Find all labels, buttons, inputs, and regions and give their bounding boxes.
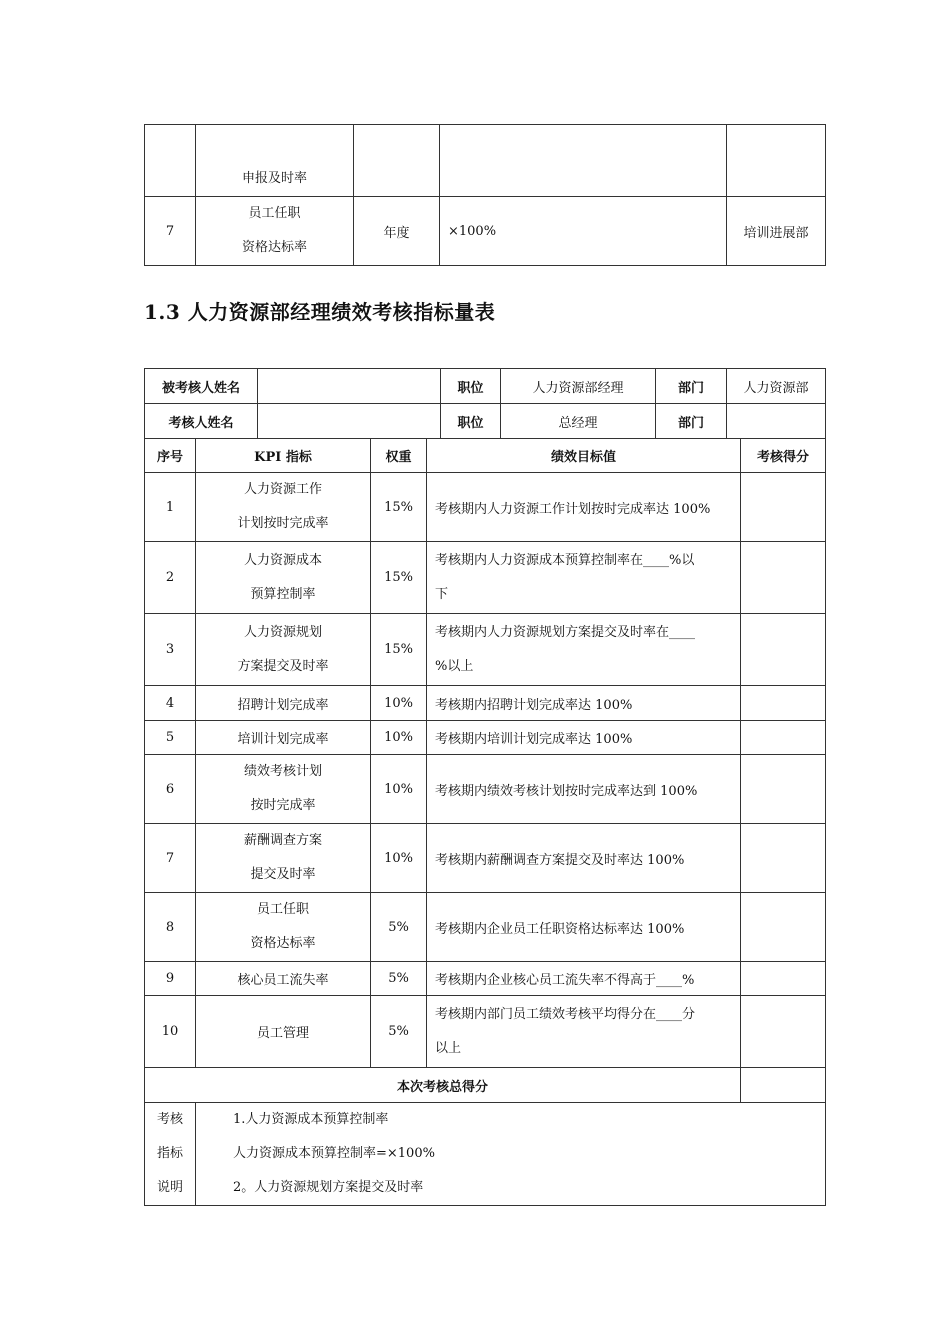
kpi-cell: 招聘计划完成率 (196, 686, 371, 721)
assessor-value (258, 404, 441, 439)
kpi-cell (196, 755, 371, 824)
table-row (145, 962, 826, 996)
notes-label-line: 说明 (156, 1180, 183, 1195)
target-cell: 考核期内企业核心员工流失率不得高于____% (427, 962, 741, 996)
col-header-kpi: KPI 指标 (196, 439, 371, 473)
assessee-value (258, 369, 441, 404)
kpi-line: 按时完成率 (250, 798, 316, 813)
table-row (145, 614, 826, 686)
section-title: 1.3 人力资源部经理绩效考核指标量表 (144, 300, 496, 324)
notes-label (145, 1103, 196, 1206)
table-row (145, 686, 826, 721)
weight-cell: 15% (371, 542, 427, 614)
table-row (145, 473, 826, 542)
kpi-line: 预算控制率 (250, 586, 316, 602)
col-header-weight: 权重 (371, 439, 427, 473)
kpi-table (144, 368, 826, 1206)
weight-cell: 5% (371, 893, 427, 962)
row-number: 7 (145, 824, 196, 893)
target-cell: 考核期内薪酬调查方案提交及时率达 100% (427, 824, 741, 893)
weight-cell: 15% (371, 473, 427, 542)
kpi-cell (196, 473, 371, 542)
total-score-label: 本次考核总得分 (145, 1068, 741, 1103)
assessor-label: 考核人姓名 (145, 404, 258, 439)
kpi-cell: 员工管理 (196, 996, 371, 1068)
target-cell (427, 542, 741, 614)
kpi-cell: 培训计划完成率 (196, 721, 371, 755)
dept-value (727, 404, 826, 439)
row-number: 1 (145, 473, 196, 542)
notes-row (145, 1103, 826, 1206)
target-cell: 考核期内人力资源工作计划按时完成率达 100% (427, 473, 741, 542)
total-row (145, 1068, 826, 1103)
indicator-cell: 申报及时率 (196, 125, 354, 197)
notes-line: 人力资源成本预算控制率=×100% (233, 1146, 435, 1161)
target-cell: 考核期内培训计划完成率达 100% (427, 721, 741, 755)
target-cell: 考核期内绩效考核计划按时完成率达到 100% (427, 755, 741, 824)
table-row (145, 996, 826, 1068)
weight-cell: 5% (371, 996, 427, 1068)
score-cell[interactable] (741, 893, 826, 962)
target-line: %以上 (435, 658, 474, 674)
target-cell (427, 996, 741, 1068)
kpi-cell (196, 824, 371, 893)
kpi-cell (196, 893, 371, 962)
row-number: 10 (145, 996, 196, 1068)
target-line: 考核期内人力资源规划方案提交及时率在____ (435, 624, 696, 640)
row-number: 9 (145, 962, 196, 996)
table-row (145, 893, 826, 962)
kpi-line: 人力资源规划 (244, 624, 323, 640)
table-row (145, 542, 826, 614)
weight-cell: 10% (371, 755, 427, 824)
score-cell[interactable] (741, 962, 826, 996)
formula-cell: ×100% (440, 197, 727, 266)
previous-kpi-table (144, 124, 826, 266)
notes-line: 1.人力资源成本预算控制率 (233, 1112, 389, 1127)
indicator-line: 员工任职 (248, 206, 301, 221)
score-cell[interactable] (741, 686, 826, 721)
notes-label-line: 指标 (156, 1146, 183, 1161)
indicator-line: 资格达标率 (241, 240, 307, 255)
table-row (145, 125, 826, 197)
position-value: 人力资源部经理 (501, 369, 656, 404)
row-number: 8 (145, 893, 196, 962)
kpi-line: 方案提交及时率 (237, 658, 329, 674)
kpi-line: 员工任职 (257, 902, 310, 917)
kpi-cell (196, 542, 371, 614)
position-label: 职位 (441, 404, 501, 439)
row-number: 4 (145, 686, 196, 721)
kpi-line: 计划按时完成率 (237, 516, 329, 531)
kpi-line: 提交及时率 (250, 867, 316, 882)
header-row-assessor (145, 404, 826, 439)
score-cell[interactable] (741, 721, 826, 755)
score-cell[interactable] (741, 996, 826, 1068)
target-cell (427, 614, 741, 686)
weight-cell: 15% (371, 614, 427, 686)
weight-cell: 10% (371, 686, 427, 721)
row-number: 5 (145, 721, 196, 755)
score-cell[interactable] (741, 614, 826, 686)
target-line: 考核期内人力资源成本预算控制率在____%以 (435, 552, 695, 568)
cycle-cell: 年度 (354, 197, 440, 266)
weight-cell: 5% (371, 962, 427, 996)
score-cell[interactable] (741, 473, 826, 542)
score-cell[interactable] (741, 542, 826, 614)
target-line: 考核期内部门员工绩效考核平均得分在____分 (435, 1006, 696, 1022)
header-row-assessee (145, 369, 826, 404)
table-row (145, 755, 826, 824)
notes-line: 2。人力资源规划方案提交及时率 (233, 1180, 424, 1195)
column-header-row (145, 439, 826, 473)
table-row (145, 824, 826, 893)
target-cell: 考核期内企业员工任职资格达标率达 100% (427, 893, 741, 962)
target-cell: 考核期内招聘计划完成率达 100% (427, 686, 741, 721)
source-cell: 培训进展部 (727, 197, 826, 266)
dept-value: 人力资源部 (727, 369, 826, 404)
score-cell[interactable] (741, 755, 826, 824)
target-line: 以上 (435, 1040, 462, 1056)
table-row (145, 721, 826, 755)
weight-cell: 10% (371, 721, 427, 755)
kpi-line: 薪酬调查方案 (244, 833, 323, 848)
weight-cell: 10% (371, 824, 427, 893)
kpi-cell (196, 614, 371, 686)
position-label: 职位 (441, 369, 501, 404)
dept-label: 部门 (656, 369, 727, 404)
kpi-line: 人力资源成本 (244, 552, 323, 568)
notes-label-line: 考核 (156, 1112, 183, 1127)
notes-content (196, 1103, 826, 1206)
row-number: 6 (145, 755, 196, 824)
table-row (145, 197, 826, 266)
target-line: 下 (435, 586, 449, 602)
kpi-line: 人力资源工作 (244, 482, 323, 497)
dept-label: 部门 (656, 404, 727, 439)
row-number: 2 (145, 542, 196, 614)
position-value: 总经理 (501, 404, 656, 439)
assessee-label: 被考核人姓名 (145, 369, 258, 404)
kpi-line: 资格达标率 (250, 936, 316, 951)
score-cell[interactable] (741, 824, 826, 893)
kpi-line: 绩效考核计划 (244, 764, 323, 779)
row-number: 3 (145, 614, 196, 686)
kpi-cell: 核心员工流失率 (196, 962, 371, 996)
total-score-cell[interactable] (741, 1068, 826, 1103)
col-header-score: 考核得分 (741, 439, 826, 473)
row-number: 7 (145, 197, 196, 266)
col-header-no: 序号 (145, 439, 196, 473)
col-header-target: 绩效目标值 (427, 439, 741, 473)
indicator-cell (196, 197, 354, 266)
